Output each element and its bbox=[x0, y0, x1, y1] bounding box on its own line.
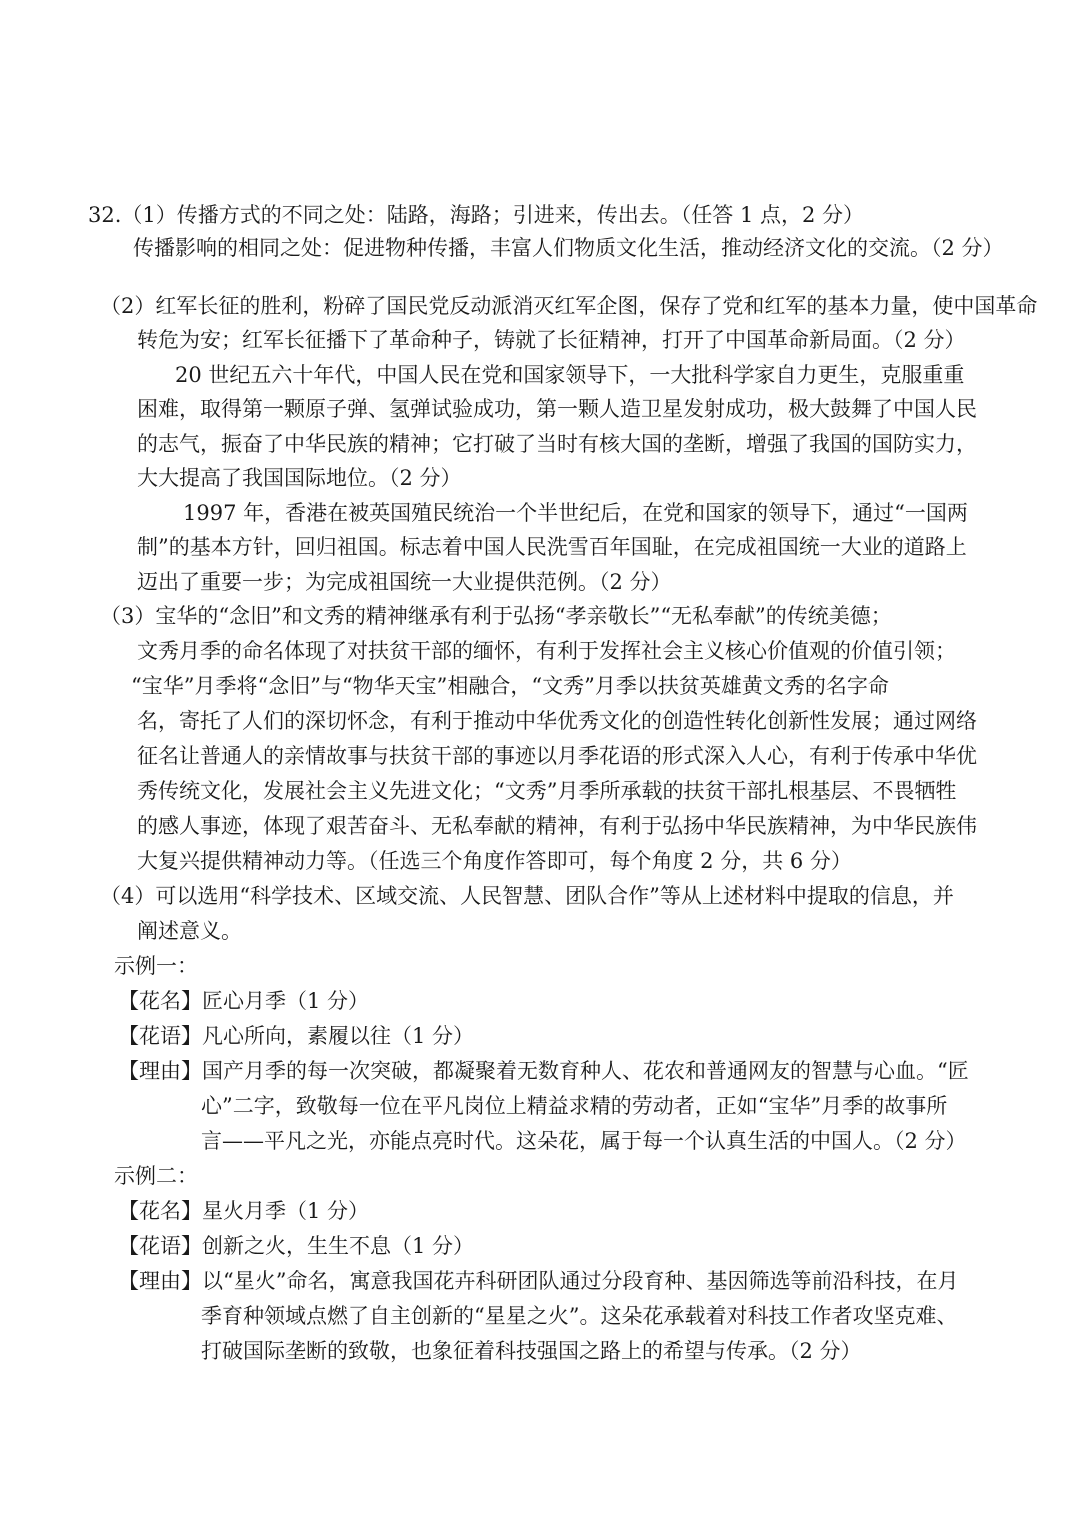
part-3-text: 宝华的“念旧”和文秀的精神继承有利于弘扬“孝亲敬长”“无私奉献”的传统美德； bbox=[155, 604, 892, 628]
flower-language-value: 凡心所向，素履以往（1 分） bbox=[202, 1024, 475, 1048]
part-2-text: 大大提高了我国国际地位。（2 分） bbox=[137, 466, 462, 490]
example-2-flower-language bbox=[118, 1232, 474, 1260]
part-4-text: 可以选用“科学技术、区域交流、人民智慧、团队合作”等从上述材料中提取的信息，并 bbox=[155, 884, 954, 908]
part-1-text-2: 传播影响的相同之处：促进物种传播，丰富人们物质文化生活，推动经济文化的交流。（2 分） bbox=[133, 236, 1004, 260]
reason-text: 以“星火”命名，寓意我国花卉科研团队通过分段育种、基因筛选等前沿科技，在月 bbox=[202, 1269, 959, 1293]
reason-tag: 【理由】 bbox=[118, 1059, 202, 1083]
part-3-text: 大复兴提供精神动力等。（任选三个角度作答即可，每个角度 2 分，共 6 分） bbox=[137, 849, 852, 873]
part-3-text: 的感人事迹，体现了艰苦奋斗、无私奉献的精神，有利于弘扬中华民族精神，为中华民族伟 bbox=[137, 814, 977, 838]
reason-text: 打破国际垄断的致敬，也象征着科技强国之路上的希望与传承。（2 分） bbox=[201, 1339, 862, 1363]
part-4-text: 阐述意义。 bbox=[137, 919, 242, 943]
part-3-text: 文秀月季的命名体现了对扶贫干部的缅怀，有利于发挥社会主义核心价值观的价值引领； bbox=[137, 639, 956, 663]
part-2-text: 困难，取得第一颗原子弹、氢弹试验成功，第一颗人造卫星发射成功，极大鼓舞了中国人民 bbox=[137, 397, 977, 421]
part-3-text: 秀传统文化，发展社会主义先进文化；“文秀”月季所承载的扶贫干部扎根基层、不畏牺牲 bbox=[137, 779, 957, 803]
part-3-text: “宝华”月季将“念旧”与“物华天宝”相融合，“文秀”月季以扶贫英雄黄文秀的名字命 bbox=[131, 674, 889, 698]
part-2-line-1 bbox=[100, 292, 1037, 320]
part-1-text-1: 传播方式的不同之处：陆路，海路；引进来，传出去。（任答 1 点，2 分） bbox=[176, 203, 865, 227]
part-2-text: 20 世纪五六十年代，中国人民在党和国家领导下，一大批科学家自力更生，克服重重 bbox=[175, 363, 965, 387]
part-3-text: 名，寄托了人们的深切怀念，有利于推动中华优秀文化的创造性转化创新性发展；通过网络 bbox=[137, 709, 977, 733]
example-1-title: 示例一： bbox=[114, 954, 198, 978]
part-3-marker: （3） bbox=[100, 604, 156, 628]
question-number: 32. bbox=[88, 203, 122, 227]
part-2-text: 制”的基本方针，回归祖国。标志着中国人民洗雪百年国耻，在完成祖国统一大业的道路上 bbox=[137, 535, 967, 559]
flower-language-tag: 【花语】 bbox=[118, 1024, 202, 1048]
example-1-reason bbox=[118, 1057, 969, 1085]
part-4-marker: （4） bbox=[100, 884, 156, 908]
example-2-reason bbox=[118, 1267, 958, 1295]
part-2-text: 的志气，振奋了中华民族的精神；它打破了当时有核大国的垄断，增强了我国的国防实力， bbox=[137, 432, 977, 456]
part-3-line-1 bbox=[100, 602, 892, 630]
flower-name-value: 匠心月季（1 分） bbox=[202, 989, 370, 1013]
part-4-line-1 bbox=[100, 882, 954, 910]
example-1-flower-name bbox=[118, 987, 369, 1015]
part-2-marker: （2） bbox=[100, 294, 156, 318]
flower-language-value: 创新之火，生生不息（1 分） bbox=[202, 1234, 475, 1258]
reason-tag: 【理由】 bbox=[118, 1269, 202, 1293]
part-2-text: 转危为安；红军长征播下了革命种子，铸就了长征精神，打开了中国革命新局面。（2 分） bbox=[137, 328, 966, 352]
part-1-marker: （1） bbox=[121, 203, 177, 227]
part-2-text: 迈出了重要一步；为完成祖国统一大业提供范例。（2 分） bbox=[137, 570, 672, 594]
reason-text: 国产月季的每一次突破，都凝聚着无数育种人、花农和普通网友的智慧与心血。“匠 bbox=[202, 1059, 969, 1083]
part-2-text: 红军长征的胜利，粉碎了国民党反动派消灭红军企图，保存了党和红军的基本力量，使中国革命 bbox=[155, 294, 1038, 318]
flower-language-tag: 【花语】 bbox=[118, 1234, 202, 1258]
reason-text: 心”二字，致敬每一位在平凡岗位上精益求精的劳动者，正如“宝华”月季的故事所 bbox=[201, 1094, 948, 1118]
part-2-text: 1997 年，香港在被英国殖民统治一个半世纪后，在党和国家的领导下，通过“一国两 bbox=[183, 501, 968, 525]
example-2-title: 示例二： bbox=[114, 1164, 198, 1188]
flower-name-value: 星火月季（1 分） bbox=[202, 1199, 370, 1223]
reason-text: 季育种领域点燃了自主创新的“星星之火”。这朵花承载着对科技工作者攻坚克难、 bbox=[201, 1304, 958, 1328]
example-1-flower-language bbox=[118, 1022, 474, 1050]
flower-name-tag: 【花名】 bbox=[118, 989, 202, 1013]
flower-name-tag: 【花名】 bbox=[118, 1199, 202, 1223]
part-3-text: 征名让普通人的亲情故事与扶贫干部的事迹以月季花语的形式深入人心，有利于传承中华优 bbox=[137, 744, 977, 768]
reason-text: 言——平凡之光，亦能点亮时代。这朵花，属于每一个认真生活的中国人。（2 分） bbox=[201, 1129, 967, 1153]
example-2-flower-name bbox=[118, 1197, 369, 1225]
question-32-line-1 bbox=[88, 201, 864, 229]
